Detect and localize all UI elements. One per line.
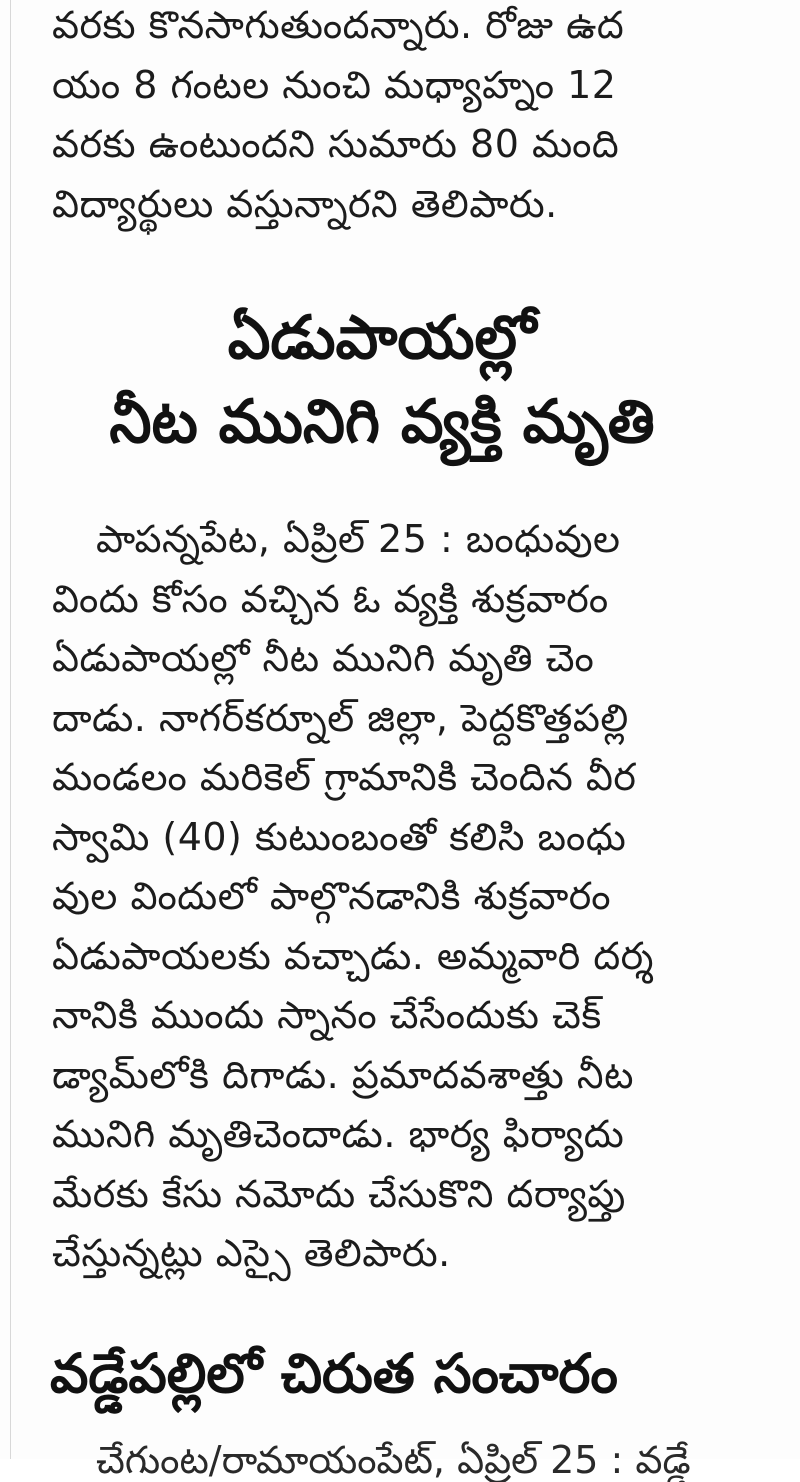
text-line: డ్యామ్‌లోకి దిగాడు. ప్రమాదవశాత్తు నీట	[52, 1052, 634, 1097]
headline-line: ఏడుపాయల్లో	[227, 303, 537, 373]
text-line: స్వామి (40) కుటుంబంతో కలిసి బంధు	[52, 814, 627, 859]
text-line: చేస్తున్నట్లు ఎస్సై తెలిపారు.	[52, 1231, 451, 1275]
text-line: ఏడుపాయలకు వచ్చాడు. అమ్మవారి దర్శ	[52, 933, 654, 978]
text-line: మండలం మరికెల్ గ్రామానికి చెందిన వీర	[52, 755, 637, 799]
text-line: విద్యార్థులు వస్తున్నారని తెలిపారు.	[52, 181, 558, 226]
drowning-article-body	[52, 510, 654, 1284]
text-line: విందు కోసం వచ్చిన ఓ వ్యక్తి శుక్రవారం	[52, 576, 609, 621]
text-line: యం 8 గంటల నుంచి మధ్యాహ్నం 12	[52, 62, 617, 107]
headline-line: నీట మునిగి వ్యక్తి మృతి	[109, 387, 655, 457]
drowning-headline	[52, 296, 712, 464]
text-line: వుల విందులో పాల్గొనడానికి శుక్రవారం	[52, 874, 612, 918]
text-line: మునిగి మృతిచెందాడు. భార్య ఫిర్యాదు	[52, 1112, 625, 1156]
cutoff-text-line: చేగుంట/రామాయంపేట్, ఏప్రిల్ 25 : వడ్డే	[96, 1438, 691, 1482]
leopard-article-first-line	[96, 1438, 716, 1482]
text-line: వరకు కొనసాగుతుందన్నారు. రోజు ఉద	[52, 3, 625, 47]
text-line: ఏడుపాయల్లో నీట మునిగి మృతి చెం	[52, 636, 595, 680]
text-line: మేరకు కేసు నమోదు చేసుకొని దర్యాప్తు	[52, 1171, 626, 1216]
leopard-headline: వడ్డేపల్లిలో చిరుత సంచారం	[50, 1342, 618, 1405]
column-divider	[10, 0, 11, 1459]
dateline-line: పాపన్నపేట, ఏప్రిల్ 25 : బంధువుల	[96, 517, 621, 561]
text-line: వరకు ఉంటుందని సుమారు 80 మంది	[52, 122, 620, 166]
previous-article-ending	[52, 0, 624, 234]
text-line: దాడు. నాగర్‌కర్నూల్ జిల్లా, పెద్దకొత్తపల్లి	[52, 695, 629, 740]
text-line: నానికి ముందు స్నానం చేసేందుకు చెక్	[52, 993, 602, 1037]
